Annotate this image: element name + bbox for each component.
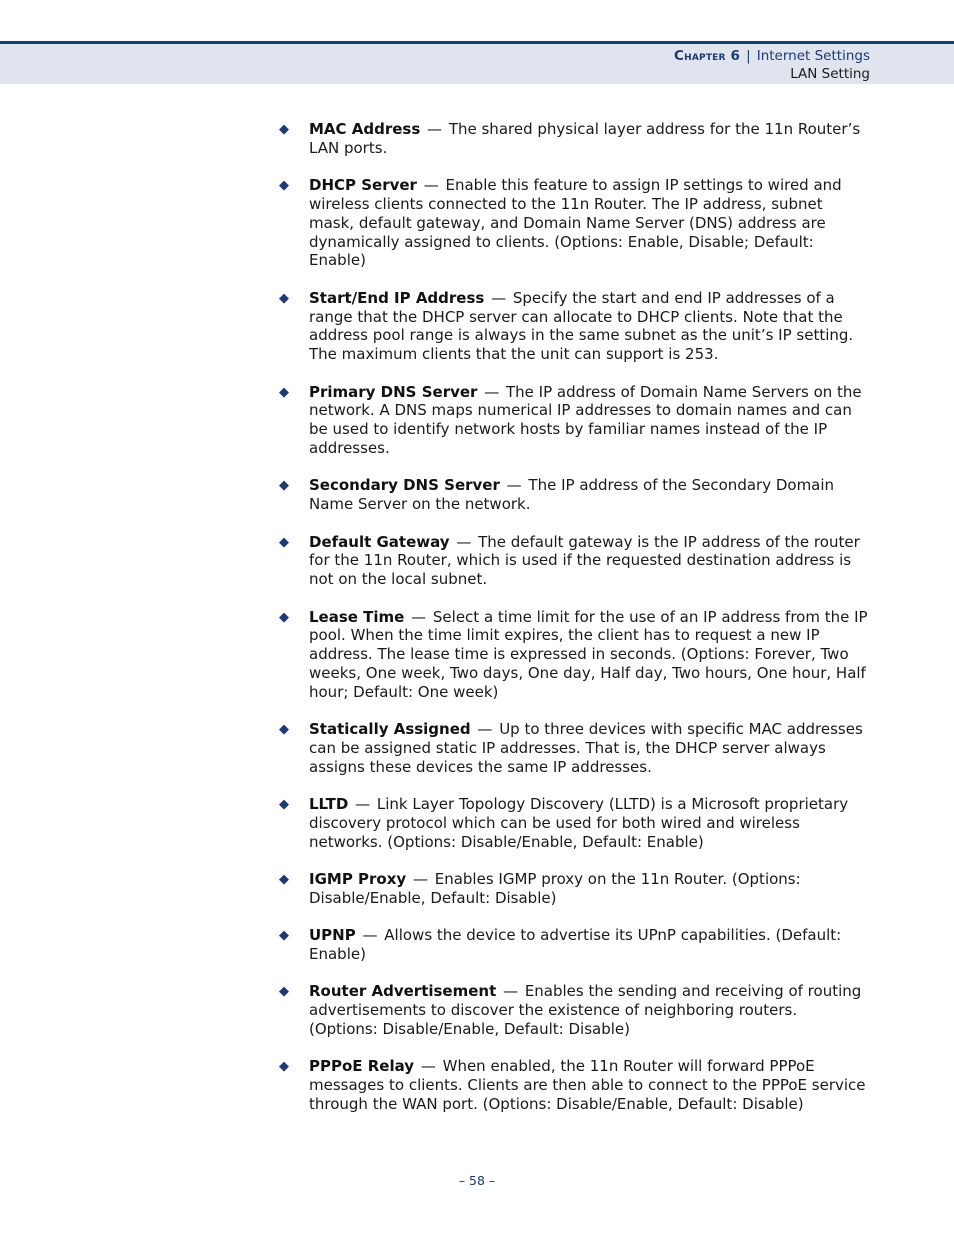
diamond-bullet-icon: ◆ xyxy=(279,534,289,550)
item-description: When enabled, the 11n Router will forward PPPoE messages to clients. Clients are then able to connect to the PPPoE service through the WAN port. (Options: Disable/Enable, Default: Disable) xyxy=(309,1057,866,1113)
item-description: Up to three devices with specific MAC addresses can be assigned static IP addresses. That is, the DHCP server always assigns these devices the same IP addresses. xyxy=(309,720,863,776)
item-term: Lease Time xyxy=(309,607,405,626)
diamond-bullet-icon: ◆ xyxy=(279,478,289,494)
list-item: ◆ Router Advertisement — Enables the sending and receiving of routing advertisements to discover the existence of neighboring routers. (Options: Disable/Enable, Default: Disable) xyxy=(279,982,862,1039)
item-term: MAC Address xyxy=(309,120,421,138)
item-description: Specify the start and end IP addresses of a range that the DHCP server can allocate to DHCP clients. Note that the address pool range is always in the same subnet as the unit’s IP setting. The maximum clients that the unit can support is 253. xyxy=(309,288,854,364)
list-item: ◆ IGMP Proxy — Enables IGMP proxy on the 11n Router. (Options: Disable/Enable, Default: Disable) xyxy=(279,870,801,907)
diamond-bullet-icon: ◆ xyxy=(279,178,289,194)
diamond-bullet-icon: ◆ xyxy=(279,122,289,137)
list-item: ◆ Secondary DNS Server — The IP address of the Secondary Domain Name Server on the network. xyxy=(279,476,835,514)
diamond-bullet-icon: ◆ xyxy=(279,722,289,738)
running-header xyxy=(674,47,870,83)
item-description: The IP address of Domain Name Servers on the network. A DNS maps numerical IP addresses to domain names and can be used to identify network hosts by familiar names instead of the IP addresses. xyxy=(309,382,862,457)
item-term: LLTD xyxy=(309,795,349,814)
item-term: UPNP xyxy=(309,926,356,945)
page-number: – 58 – xyxy=(458,1173,496,1188)
bullet-list xyxy=(279,120,869,1132)
list-item: ◆ Lease Time — Select a time limit for the use of an IP address from the IP pool. When the time limit expires, the client has to request a new IP address. The lease time is expressed in seconds. (Options: Forever, Two weeks, One week, Two days, One day, Half day, Two hours, One hour, Half hour; Default: One week) xyxy=(279,607,868,701)
item-description: The IP address of the Secondary Domain Name Server on the network. xyxy=(309,476,835,514)
diamond-bullet-icon: ◆ xyxy=(279,290,289,306)
diamond-bullet-icon: ◆ xyxy=(279,609,289,625)
item-term: Router Advertisement xyxy=(309,982,497,1001)
diamond-bullet-icon: ◆ xyxy=(279,928,289,944)
list-item: ◆ MAC Address — The shared physical layer address for the 11n Router’s LAN ports. xyxy=(279,120,861,157)
diamond-bullet-icon: ◆ xyxy=(279,384,289,400)
item-term: Primary DNS Server xyxy=(309,382,478,401)
item-description: Enables the sending and receiving of routing advertisements to discover the existence of neighboring routers. (Options: Disable/Enable, Default: Disable) xyxy=(309,982,862,1039)
diamond-bullet-icon: ◆ xyxy=(279,797,289,813)
item-term: IGMP Proxy xyxy=(309,870,407,889)
header-separator: | xyxy=(746,48,751,64)
item-description: Select a time limit for the use of an IP address from the IP pool. When the time limit expires, the client has to request a new IP address. The lease time is expressed in seconds. (Options: Forever, Two weeks, One week, Two days, One day, Half day, Two hours, One hour, Half hour; Default: One week) xyxy=(309,607,868,701)
item-term: Start/End IP Address xyxy=(309,288,485,307)
item-description: Link Layer Topology Discovery (LLTD) is a Microsoft proprietary discovery protocol which can be used for both wired and wireless networks. (Options: Disable/Enable, Default: Enable) xyxy=(309,795,849,851)
list-item: ◆ UPNP — Allows the device to advertise its UPnP capabilities. (Default: Enable) xyxy=(279,926,842,964)
item-description: Enables IGMP proxy on the 11n Router. (Options: Disable/Enable, Default: Disable) xyxy=(309,870,801,907)
list-item: ◆ Statically Assigned — Up to three devices with specific MAC addresses can be assigned static IP addresses. That is, the DHCP server always assigns these devices the same IP addresses. xyxy=(279,720,863,776)
item-description: The shared physical layer address for the 11n Router’s LAN ports. xyxy=(309,120,861,157)
page-header xyxy=(0,41,954,84)
list-item: ◆ Start/End IP Address — Specify the start and end IP addresses of a range that the DHCP server can allocate to DHCP clients. Note that the address pool range is always in the same subnet as the unit’s IP setting. The maximum clients that the unit can support is 253. xyxy=(279,288,854,364)
chapter-label: Chapter 6 xyxy=(674,48,741,64)
item-term: Secondary DNS Server xyxy=(309,476,500,495)
list-item: ◆ Default Gateway — The default gateway is the IP address of the router for the 11n Router, which is used if the requested destination address is not on the local subnet. xyxy=(279,532,860,589)
item-term: Statically Assigned xyxy=(309,720,471,739)
item-description: The default gateway is the IP address of the router for the 11n Router, which is used if the requested destination address is not on the local subnet. xyxy=(309,532,860,589)
item-term: PPPoE Relay xyxy=(309,1057,415,1076)
diamond-bullet-icon: ◆ xyxy=(279,872,289,888)
list-item: ◆ LLTD — Link Layer Topology Discovery (LLTD) is a Microsoft proprietary discovery protocol which can be used for both wired and wireless networks. (Options: Disable/Enable, Default: Enable) xyxy=(279,795,849,851)
item-term: DHCP Server xyxy=(309,176,417,195)
section-title: LAN Setting xyxy=(790,66,870,82)
diamond-bullet-icon: ◆ xyxy=(279,1059,289,1075)
diamond-bullet-icon: ◆ xyxy=(279,984,289,1000)
item-description: Enable this feature to assign IP settings to wired and wireless clients connected to the 11n Router. The IP address, subnet mask, default gateway, and Domain Name Server (DNS) address are dynamically assigned to clients. (Options: Enable, Disable; Default: Enable) xyxy=(309,176,842,270)
chapter-title: Internet Settings xyxy=(756,48,870,64)
item-term: Default Gateway xyxy=(309,532,450,551)
list-item: ◆ DHCP Server — Enable this feature to assign IP settings to wired and wireless clients connected to the 11n Router. The IP address, subnet mask, default gateway, and Domain Name Server (DNS) address are dynamically assigned to clients. (Options: Enable, Disable; Default: Enable) xyxy=(279,176,842,270)
list-item: ◆ PPPoE Relay — When enabled, the 11n Router will forward PPPoE messages to clients. Clients are then able to connect to the PPPoE service through the WAN port. (Options: Disable/Enable, Default: Disable) xyxy=(279,1057,866,1113)
item-description: Allows the device to advertise its UPnP capabilities. (Default: Enable) xyxy=(309,926,842,964)
list-item: ◆ Primary DNS Server — The IP address of Domain Name Servers on the network. A DNS maps numerical IP addresses to domain names and can be used to identify network hosts by familiar names instead of the IP addresses. xyxy=(279,382,862,457)
